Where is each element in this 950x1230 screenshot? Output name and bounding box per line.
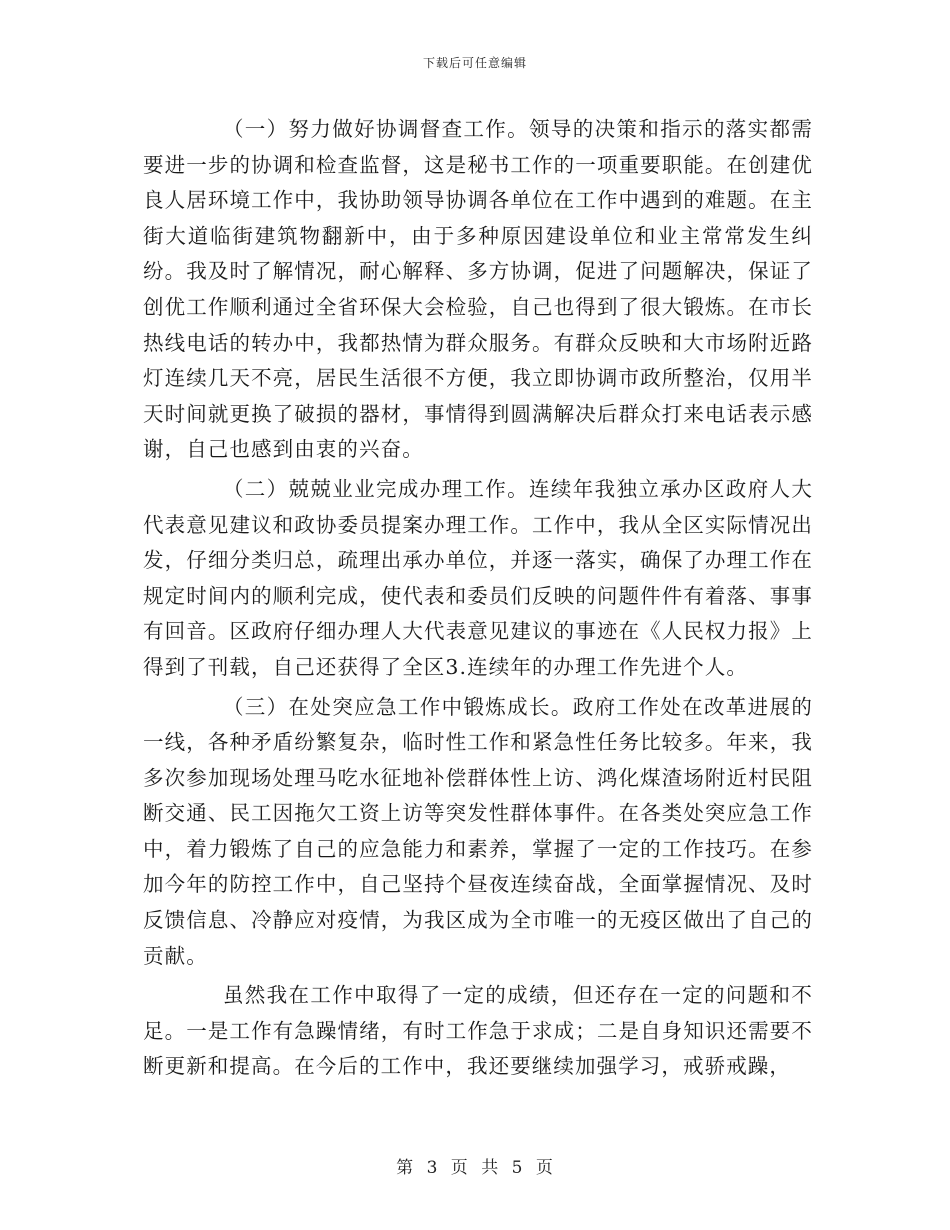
page-footer: 第 3 页 共 5 页 <box>396 1158 554 1178</box>
document-body <box>143 112 813 1085</box>
paragraph-emergency: （三）在处突应急工作中锻炼成长。政府工作处在改革进展的一线，各种矛盾纷繁复杂，临时性工作和紧急性任务比较多。年来，我多次参加现场处理马吃水征地补偿群体性上访、鸿化煤渣场附近村民阻断交通、民工因拖欠工资上访等突发性群体事件。在各类处突应急工作中，着力锻炼了自己的应急能力和素养，掌握了一定的工作技巧。在参加今年的防控工作中，自己坚持个昼夜连续奋战，全面掌握情况、及时反馈信息、冷静应对疫情，为我区成为全市唯一的无疫区做出了自己的贡献。 <box>143 694 813 968</box>
paragraph-coordination: （一）努力做好协调督查工作。领导的决策和指示的落实都需要进一步的协调和检查监督，这是秘书工作的一项重要职能。在创建优良人居环境工作中，我协助领导协调各单位在工作中遇到的难题。在主街大道临街建筑物翻新中，由于多种原因建设单位和业主常常发生纠纷。我及时了解情况，耐心解释、多方协调，促进了问题解决，保证了创优工作顺利通过全省环保大会检验，自己也得到了很大锻炼。在市长热线电话的转办中，我都热情为群众服务。有群众反映和大市场附近路灯连续几天不亮，居民生活很不方便，我立即协调市政所整治，仅用半天时间就更换了破损的器材，事情得到圆满解决后群众打来电话表示感谢，自己也感到由衷的兴奋。 <box>143 117 813 462</box>
paragraph-shortcomings: 虽然我在工作中取得了一定的成绩，但还存在一定的问题和不足。一是工作有急躁情绪，有时工作急于求成；二是自身知识还需要不断更新和提高。在今后的工作中，我还要继续加强学习，戒骄戒躁， <box>143 983 813 1079</box>
paragraph-handling: （二）兢兢业业完成办理工作。连续年我独立承办区政府人大代表意见建议和政协委员提案办理工作。工作中，我从全区实际情况出发，仔细分类归总，疏理出承办单位，并逐一落实，确保了办理工作在规定时间内的顺利完成，使代表和委员们反映的问题件件有着落、事事有回音。区政府仔细办理人大代表意见建议的事迹在《人民权力报》上得到了刊载，自己还获得了全区3.连续年的办理工作先进个人。 <box>143 476 813 679</box>
page-header: 下载后可任意编辑 <box>422 56 527 70</box>
